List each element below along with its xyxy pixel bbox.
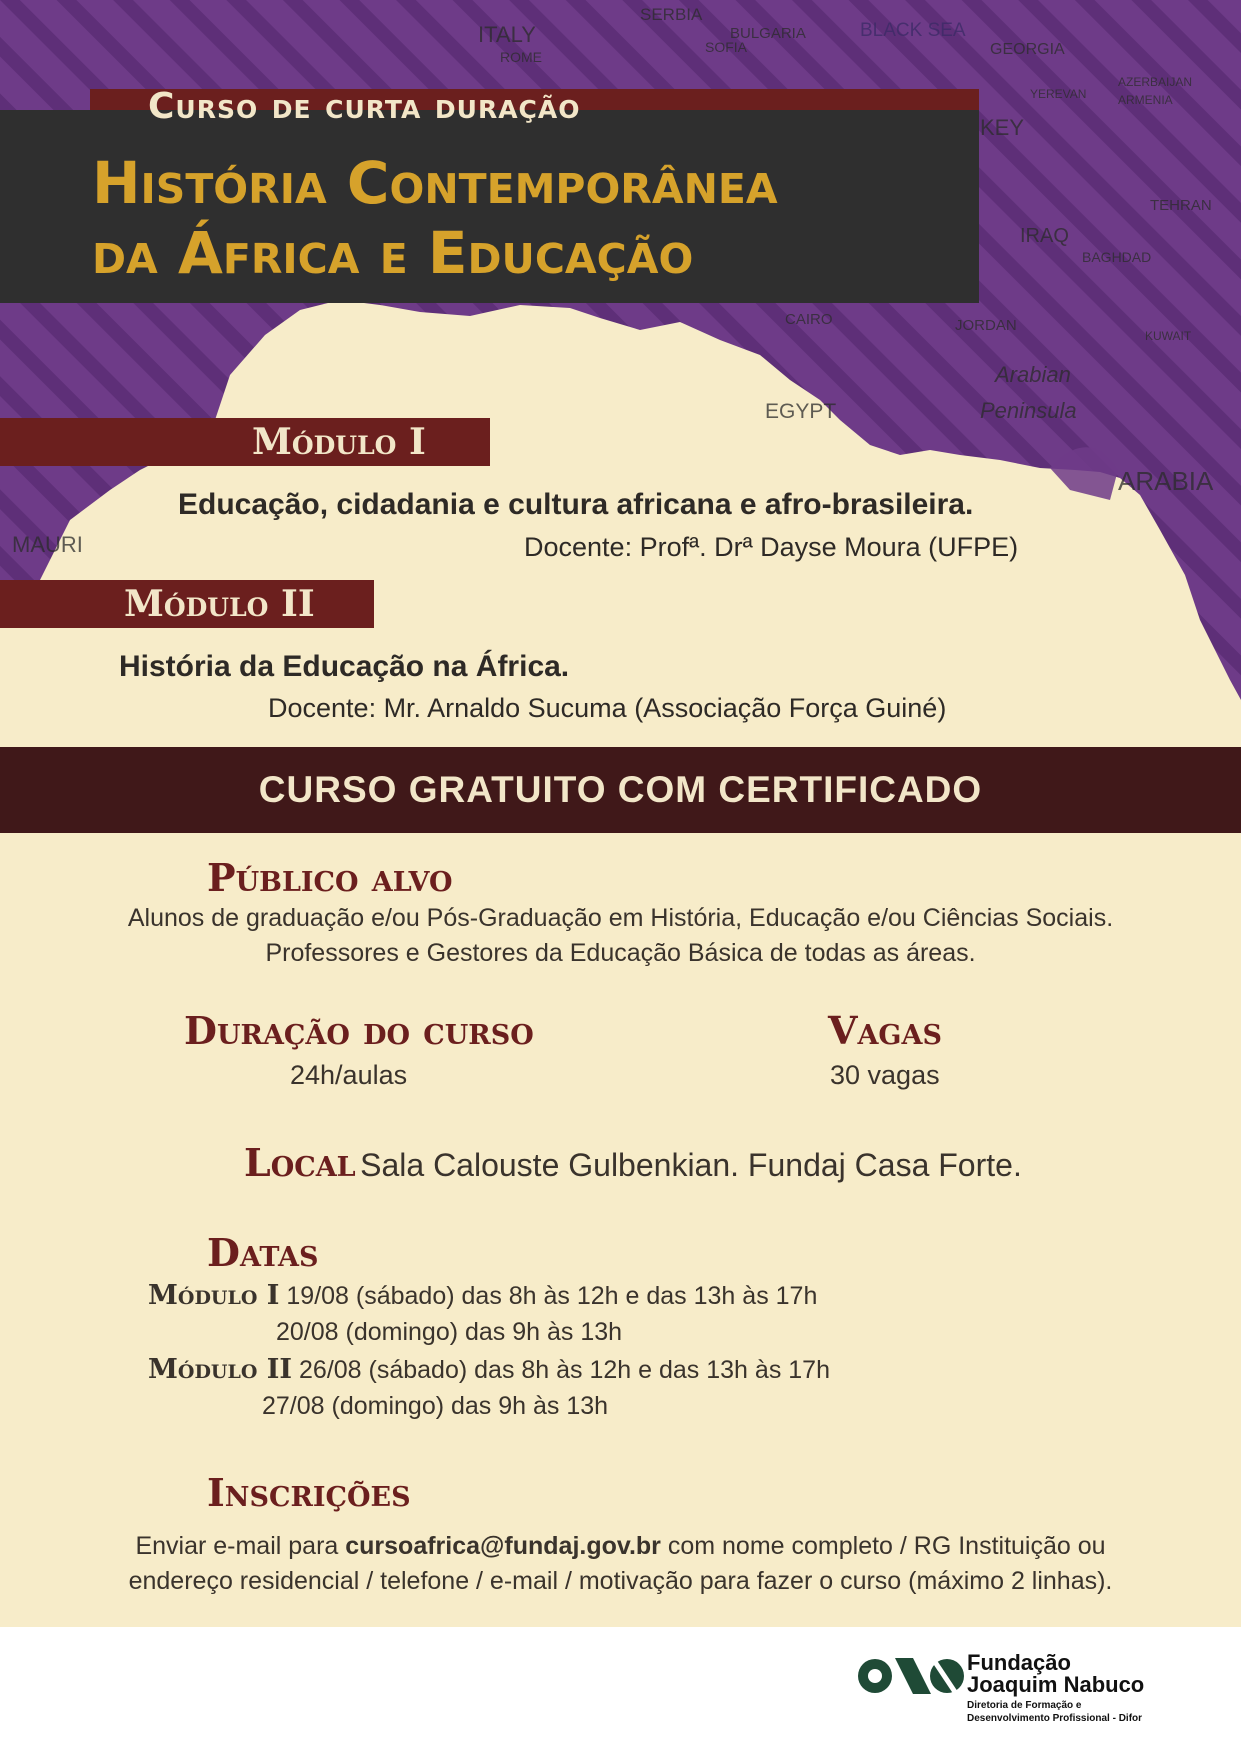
map-label: CAIRO bbox=[785, 311, 833, 328]
map-label: BLACK SEA bbox=[860, 20, 966, 41]
audience-line-2: Professores e Gestores da Educação Básica de todas as áreas. bbox=[265, 939, 976, 967]
map-label: KUWAIT bbox=[1145, 329, 1192, 343]
dates-module-1-line-2: 20/08 (domingo) das 9h às 13h bbox=[276, 1318, 623, 1346]
org-sub-line-1: Diretoria de Formação e bbox=[967, 1700, 1082, 1711]
vacancies-value: 30 vagas bbox=[830, 1060, 940, 1090]
course-type-label: Curso de curta duração bbox=[148, 86, 581, 127]
map-label: EGYPT bbox=[765, 400, 837, 423]
registration-line-2: endereço residencial / telefone / e-mail / motivação para fazer o curso (máximo 2 linhas). bbox=[128, 1567, 1113, 1595]
dates-module-2-line-2: 27/08 (domingo) das 9h às 13h bbox=[262, 1392, 609, 1420]
map-label: ROME bbox=[500, 49, 542, 65]
course-title bbox=[92, 148, 972, 288]
module-1-tab bbox=[0, 418, 490, 466]
map-label: JORDAN bbox=[955, 317, 1017, 334]
location-heading: Local bbox=[244, 1140, 356, 1185]
org-name-line-2: Joaquim Nabuco bbox=[967, 1672, 1145, 1697]
registration-heading: Inscrições bbox=[207, 1470, 411, 1515]
org-name-line-1: Fundação bbox=[967, 1650, 1071, 1675]
free-course-text: CURSO GRATUITO COM CERTIFICADO bbox=[258, 769, 983, 810]
map-label: TEHRAN bbox=[1150, 197, 1212, 214]
audience-heading: Público alvo bbox=[207, 855, 453, 900]
map-label: BAGHDAD bbox=[1082, 249, 1152, 265]
dates-module-2-line-1: 26/08 (sábado) das 8h às 12h e das 13h às 17h bbox=[299, 1356, 830, 1384]
location-row bbox=[244, 1140, 1022, 1185]
dates-module-1-line-1: 19/08 (sábado) das 8h às 12h e das 13h às 17h bbox=[286, 1282, 818, 1310]
map-label: ITALY bbox=[478, 22, 536, 47]
map-label: BULGARIA bbox=[730, 25, 806, 42]
dates-module-1-label: Módulo I bbox=[148, 1280, 280, 1311]
dates-heading: Datas bbox=[207, 1230, 319, 1275]
duration-value: 24h/aulas bbox=[290, 1060, 408, 1090]
module-2-teacher: Docente: Mr. Arnaldo Sucuma (Associação Força Guiné) bbox=[268, 693, 947, 723]
org-sub-line-2: Desenvolvimento Profissional - Difor bbox=[967, 1713, 1143, 1724]
module-1-tab-label: Módulo I bbox=[252, 421, 426, 463]
module-1-teacher: Docente: Profª. Drª Dayse Moura (UFPE) bbox=[524, 532, 1019, 562]
module-2-tab-label: Módulo II bbox=[124, 583, 315, 625]
registration-line-1 bbox=[0, 1532, 1241, 1561]
module-2-title: História da Educação na África. bbox=[119, 650, 570, 683]
registration-prefix: Enviar e-mail para bbox=[135, 1532, 339, 1560]
module-1-title: Educação, cidadania e cultura africana e afro-brasileira. bbox=[178, 488, 974, 521]
map-label: MAURI bbox=[12, 532, 83, 557]
map-label: Peninsula bbox=[980, 398, 1077, 423]
map-label: SOFIA bbox=[705, 39, 748, 55]
map-label: IRAQ bbox=[1020, 225, 1069, 247]
map-label: ARABIA bbox=[1118, 466, 1214, 496]
dates-module-1-row-1 bbox=[148, 1280, 817, 1311]
course-title-line1: História Contemporânea bbox=[92, 149, 778, 217]
registration-email-link[interactable]: cursoafrica@fundaj.gov.br bbox=[345, 1532, 661, 1560]
map-label: KEY bbox=[980, 115, 1025, 140]
duration-heading: Duração do curso bbox=[184, 1008, 534, 1053]
course-title-line2: da África e Educação bbox=[92, 219, 694, 287]
audience-line-1: Alunos de graduação e/ou Pós-Graduação em História, Educação e/ou Ciências Sociais. bbox=[127, 904, 1114, 932]
registration-suffix: com nome completo / RG Instituição ou bbox=[667, 1532, 1106, 1560]
map-label: Arabian bbox=[995, 362, 1071, 387]
map-label: GEORGIA bbox=[990, 41, 1065, 58]
fundaj-logo-icon bbox=[855, 1652, 965, 1700]
map-label: ARMENIA bbox=[1118, 93, 1173, 107]
map-label: AZERBAIJAN bbox=[1118, 75, 1193, 89]
map-label: SERBIA bbox=[640, 5, 703, 24]
dates-module-2-label: Módulo II bbox=[148, 1354, 293, 1385]
vacancies-heading: Vagas bbox=[828, 1008, 942, 1053]
dates-module-2-row-1 bbox=[148, 1354, 830, 1385]
module-2-tab bbox=[0, 580, 374, 628]
map-label: YEREVAN bbox=[1030, 87, 1087, 101]
location-value: Sala Calouste Gulbenkian. Fundaj Casa Forte. bbox=[360, 1147, 1022, 1183]
fundaj-logo-text bbox=[967, 1652, 1144, 1725]
